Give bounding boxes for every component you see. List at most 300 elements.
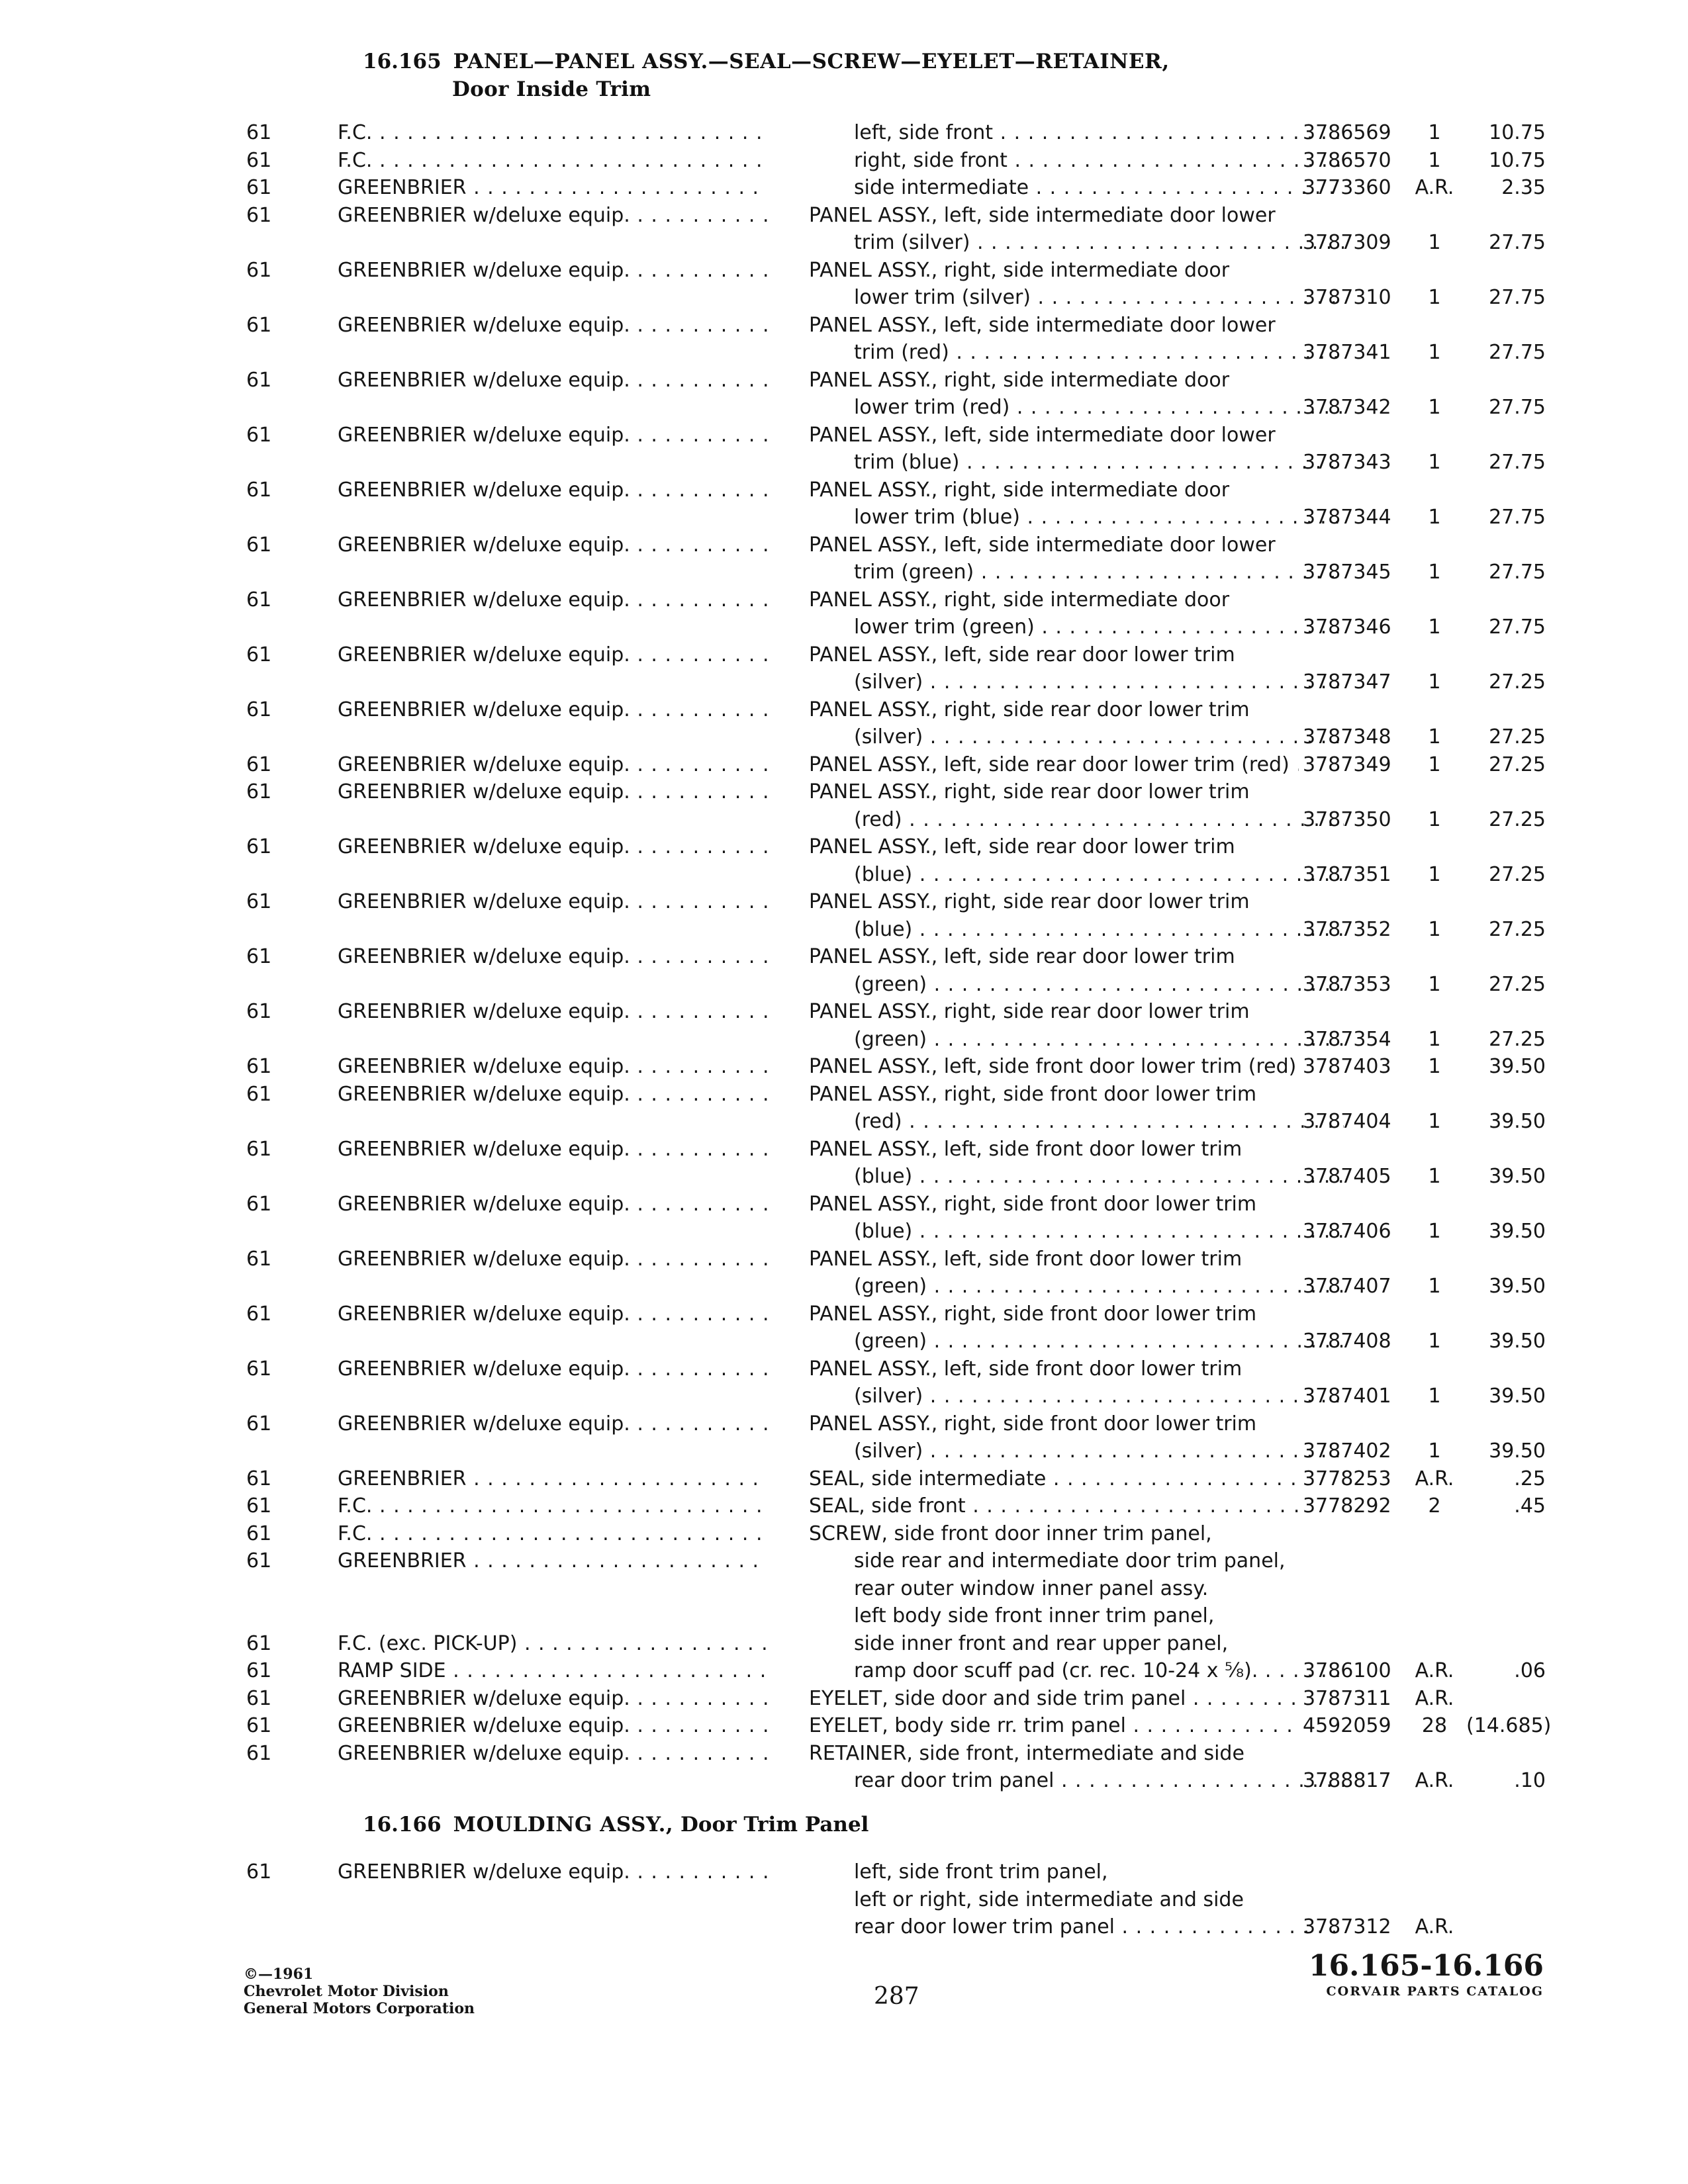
row-line xyxy=(0,1328,1688,1355)
row-line xyxy=(0,1273,1688,1300)
row-line xyxy=(0,614,1688,641)
price-cell: 27.25 xyxy=(1489,725,1546,749)
part-number-cell: 3786569 xyxy=(1303,121,1391,144)
quantity-cell: 1 xyxy=(1428,670,1441,694)
quantity-cell: 1 xyxy=(1428,1439,1441,1463)
quantity-cell: A.R. xyxy=(1415,1467,1454,1490)
year-cell: 61 xyxy=(246,1714,272,1737)
table-row xyxy=(0,1685,1688,1713)
model-cell: GREENBRIER w/deluxe equip. . . . xyxy=(338,477,768,504)
price-cell: 27.75 xyxy=(1489,561,1546,584)
table-row xyxy=(0,147,1688,175)
quantity-cell: 1 xyxy=(1428,506,1441,529)
part-number-cell: 3787349 xyxy=(1303,752,1391,776)
year-cell: 61 xyxy=(246,1302,272,1326)
table-row xyxy=(0,1410,1688,1465)
description-cell: PANEL ASSY., left, side front door lower trim (red) . . . xyxy=(809,1053,1299,1081)
price-cell: 39.50 xyxy=(1489,1275,1546,1298)
part-number-cell: 3788817 xyxy=(1303,1769,1391,1792)
table-row xyxy=(0,1136,1688,1191)
table-row xyxy=(0,1630,1688,1658)
row-line xyxy=(0,1246,1688,1273)
part-number-cell: 4592059 xyxy=(1303,1714,1391,1737)
part-number-cell: 3787404 xyxy=(1303,1110,1391,1133)
part-number-cell: 3787311 xyxy=(1303,1686,1391,1710)
description-cell: (green) . . . xyxy=(854,1328,1344,1355)
description-cell: rear outer window inner panel assy. xyxy=(854,1576,1209,1600)
model-cell: GREENBRIER w/deluxe equip. . . . xyxy=(338,312,768,340)
table-row xyxy=(0,257,1688,312)
part-number-cell: 3787406 xyxy=(1303,1220,1391,1243)
year-cell: 61 xyxy=(246,945,272,968)
table-row xyxy=(0,696,1688,751)
description-cell: PANEL ASSY., right, side front door lower trim xyxy=(809,1302,1257,1326)
part-number-cell: 3787408 xyxy=(1303,1330,1391,1353)
year-cell: 61 xyxy=(246,203,272,227)
row-line xyxy=(0,229,1688,257)
description-cell: left or right, side intermediate and side xyxy=(854,1888,1244,1911)
footer-section-label xyxy=(1309,1948,1544,1999)
model-cell: RAMP SIDE . . . xyxy=(338,1657,768,1685)
model-cell: GREENBRIER . . . xyxy=(338,1465,768,1493)
price-cell: 27.75 xyxy=(1489,286,1546,309)
row-line xyxy=(0,586,1688,614)
table-row xyxy=(0,1300,1688,1355)
section-header-16-165 xyxy=(363,48,1170,103)
part-number-cell: 3787351 xyxy=(1303,862,1391,886)
price-cell: 27.75 xyxy=(1489,451,1546,474)
description-cell: PANEL ASSY., left, side intermediate door lower xyxy=(809,423,1276,447)
description-cell: (red) . . . xyxy=(854,806,1344,834)
part-number-cell: 3787407 xyxy=(1303,1275,1391,1298)
quantity-cell: 1 xyxy=(1428,286,1441,309)
row-line xyxy=(0,1355,1688,1383)
model-cell: GREENBRIER w/deluxe equip. . . . xyxy=(338,833,768,861)
parts-table-16-165 xyxy=(0,119,1688,1795)
year-cell: 61 xyxy=(246,1659,272,1682)
row-line xyxy=(0,806,1688,834)
row-line xyxy=(0,833,1688,861)
price-cell: 39.50 xyxy=(1489,1330,1546,1353)
section-header-16-166 xyxy=(363,1811,868,1839)
quantity-cell: 1 xyxy=(1428,231,1441,254)
row-line xyxy=(0,202,1688,230)
row-line xyxy=(0,1191,1688,1218)
table-row xyxy=(0,1246,1688,1300)
part-number-cell: 3787353 xyxy=(1303,972,1391,996)
quantity-cell: 1 xyxy=(1428,121,1441,144)
description-cell: PANEL ASSY., left, side intermediate door lower xyxy=(809,313,1276,337)
description-cell: PANEL ASSY., right, side intermediate door xyxy=(809,588,1230,612)
year-cell: 61 xyxy=(246,121,272,144)
row-line xyxy=(0,1602,1688,1630)
quantity-cell: 1 xyxy=(1428,561,1441,584)
description-cell: rear door trim panel . . . xyxy=(854,1767,1344,1795)
table-row xyxy=(0,888,1688,943)
model-cell: F.C. . . . xyxy=(338,119,768,147)
year-cell: 61 xyxy=(246,1686,272,1710)
description-cell: side rear and intermediate door trim panel, xyxy=(854,1549,1286,1572)
price-cell: 27.75 xyxy=(1489,615,1546,639)
row-line xyxy=(0,1410,1688,1438)
row-line xyxy=(0,284,1688,312)
row-line xyxy=(0,1108,1688,1136)
quantity-cell: 1 xyxy=(1428,1220,1441,1243)
part-number-cell: 3787402 xyxy=(1303,1439,1391,1463)
row-line xyxy=(0,1300,1688,1328)
part-number-cell: 3787312 xyxy=(1303,1915,1391,1938)
row-line xyxy=(0,723,1688,751)
price-cell: 27.75 xyxy=(1489,231,1546,254)
row-line xyxy=(0,1657,1688,1685)
model-cell: GREENBRIER w/deluxe equip. . . . xyxy=(338,888,768,916)
corporation-name: General Motors Corporation xyxy=(244,2000,475,2017)
price-cell: 27.25 xyxy=(1489,862,1546,886)
year-cell: 61 xyxy=(246,890,272,913)
description-cell: (green) . . . xyxy=(854,971,1344,999)
quantity-cell: 1 xyxy=(1428,341,1441,364)
row-line xyxy=(0,1547,1688,1575)
description-cell: right, side front . . . xyxy=(854,147,1344,175)
table-row xyxy=(0,1712,1688,1740)
year-cell: 61 xyxy=(246,1522,272,1545)
year-cell: 61 xyxy=(246,1055,272,1078)
model-cell: F.C. (exc. PICK-UP) . . . xyxy=(338,1630,768,1658)
description-cell: (green) . . . xyxy=(854,1273,1344,1300)
model-cell: GREENBRIER w/deluxe equip. . . . xyxy=(338,751,768,779)
quantity-cell: A.R. xyxy=(1415,1659,1454,1682)
row-line xyxy=(0,504,1688,531)
description-cell: PANEL ASSY., left, side rear door lower trim (red) . . . xyxy=(809,751,1299,779)
section-number: 16.165 xyxy=(363,50,442,73)
model-cell: GREENBRIER . . . xyxy=(338,1547,768,1575)
description-cell: lower trim (silver) . . . xyxy=(854,284,1344,312)
quantity-cell: 1 xyxy=(1428,451,1441,474)
description-cell: PANEL ASSY., left, side front door lower trim xyxy=(809,1137,1243,1161)
model-cell: GREENBRIER w/deluxe equip. . . . xyxy=(338,998,768,1026)
price-cell: 39.50 xyxy=(1489,1055,1546,1078)
row-line xyxy=(0,367,1688,394)
row-line xyxy=(0,1492,1688,1520)
year-cell: 61 xyxy=(246,148,272,172)
row-line xyxy=(0,1081,1688,1109)
table-row xyxy=(0,119,1688,147)
model-cell: GREENBRIER w/deluxe equip. . . . xyxy=(338,1246,768,1273)
year-cell: 61 xyxy=(246,258,272,282)
description-cell: side inner front and rear upper panel, xyxy=(854,1631,1229,1655)
quantity-cell: 28 xyxy=(1421,1714,1448,1737)
year-cell: 61 xyxy=(246,1247,272,1271)
part-number-cell: 3786570 xyxy=(1303,148,1391,172)
parts-table-16-166 xyxy=(0,1858,1688,1941)
row-line xyxy=(0,1767,1688,1795)
model-cell: GREENBRIER w/deluxe equip. . . . xyxy=(338,1136,768,1163)
part-number-cell: 3787309 xyxy=(1303,231,1391,254)
part-number-cell: 3786100 xyxy=(1303,1659,1391,1682)
section-title: PANEL—PANEL ASSY.—SEAL—SCREW—EYELET—RETAINER, xyxy=(453,50,1170,73)
description-cell: EYELET, side door and side trim panel . . . xyxy=(809,1685,1299,1713)
quantity-cell: A.R. xyxy=(1415,1686,1454,1710)
price-cell: 39.50 xyxy=(1489,1439,1546,1463)
description-cell: (blue) . . . xyxy=(854,916,1344,944)
row-line xyxy=(0,1740,1688,1768)
model-cell: GREENBRIER w/deluxe equip. . . . xyxy=(338,1858,768,1886)
quantity-cell: 1 xyxy=(1428,917,1441,941)
year-cell: 61 xyxy=(246,1412,272,1435)
year-cell: 61 xyxy=(246,698,272,721)
model-cell: GREENBRIER w/deluxe equip. . . . xyxy=(338,1740,768,1768)
quantity-cell: 1 xyxy=(1428,1275,1441,1298)
table-row xyxy=(0,1465,1688,1493)
year-cell: 61 xyxy=(246,1137,272,1161)
description-cell: trim (blue) . . . xyxy=(854,449,1344,477)
part-number-cell: 3787347 xyxy=(1303,670,1391,694)
quantity-cell: 1 xyxy=(1428,1165,1441,1188)
row-line xyxy=(0,998,1688,1026)
description-cell: (green) . . . xyxy=(854,1026,1344,1054)
table-row xyxy=(0,586,1688,641)
table-row xyxy=(0,751,1688,779)
table-row xyxy=(0,477,1688,531)
description-cell: PANEL ASSY., left, side intermediate door lower xyxy=(809,533,1276,557)
description-cell: left, side front trim panel, xyxy=(854,1860,1108,1884)
part-number-cell: 3778292 xyxy=(1303,1494,1391,1518)
row-line xyxy=(0,1437,1688,1465)
row-line xyxy=(0,531,1688,559)
price-cell: 27.25 xyxy=(1489,917,1546,941)
description-cell: lower trim (green) . . . xyxy=(854,614,1344,641)
model-cell: GREENBRIER w/deluxe equip. . . . xyxy=(338,586,768,614)
model-cell: GREENBRIER w/deluxe equip. . . . xyxy=(338,696,768,724)
table-row xyxy=(0,943,1688,998)
model-cell: GREENBRIER w/deluxe equip. . . . xyxy=(338,943,768,971)
quantity-cell: 1 xyxy=(1428,752,1441,776)
row-line xyxy=(0,641,1688,669)
row-line xyxy=(0,1218,1688,1246)
description-cell: PANEL ASSY., right, side intermediate door xyxy=(809,368,1230,392)
price-cell: .45 xyxy=(1514,1494,1546,1518)
description-cell: left body side front inner trim panel, xyxy=(854,1604,1215,1627)
row-line xyxy=(0,1053,1688,1081)
table-row xyxy=(0,833,1688,888)
section-number: 16.166 xyxy=(363,1813,442,1837)
model-cell: GREENBRIER w/deluxe equip. . . . xyxy=(338,257,768,285)
part-number-cell: 3787354 xyxy=(1303,1027,1391,1051)
row-line xyxy=(0,477,1688,504)
table-row xyxy=(0,998,1688,1053)
quantity-cell: 1 xyxy=(1428,1110,1441,1133)
table-row xyxy=(0,1858,1688,1941)
year-cell: 61 xyxy=(246,835,272,858)
price-cell: 2.35 xyxy=(1501,176,1546,199)
model-cell: GREENBRIER w/deluxe equip. . . . xyxy=(338,1685,768,1713)
year-cell: 61 xyxy=(246,752,272,776)
description-cell: PANEL ASSY., left, side rear door lower trim xyxy=(809,835,1235,858)
price-cell: 39.50 xyxy=(1489,1220,1546,1243)
year-cell: 61 xyxy=(246,423,272,447)
description-cell: rear door lower trim panel . . . xyxy=(854,1913,1344,1941)
price-cell: 27.75 xyxy=(1489,506,1546,529)
quantity-cell: 1 xyxy=(1428,615,1441,639)
model-cell: GREENBRIER w/deluxe equip. . . . xyxy=(338,1355,768,1383)
description-cell: PANEL ASSY., right, side intermediate door xyxy=(809,258,1230,282)
row-line xyxy=(0,1913,1688,1941)
price-cell: 27.75 xyxy=(1489,341,1546,364)
model-cell: GREENBRIER w/deluxe equip. . . . xyxy=(338,202,768,230)
quantity-cell: 2 xyxy=(1428,1494,1441,1518)
row-line xyxy=(0,1136,1688,1163)
quantity-cell: 1 xyxy=(1428,396,1441,419)
model-cell: GREENBRIER w/deluxe equip. . . . xyxy=(338,1300,768,1328)
footer-publisher xyxy=(244,1966,475,2017)
model-cell: GREENBRIER w/deluxe equip. . . . xyxy=(338,1191,768,1218)
table-row xyxy=(0,202,1688,257)
quantity-cell: A.R. xyxy=(1415,176,1454,199)
description-cell: (silver) . . . xyxy=(854,723,1344,751)
description-cell: SEAL, side intermediate . . . xyxy=(809,1465,1299,1493)
part-number-cell: 3787343 xyxy=(1303,451,1391,474)
quantity-cell: 1 xyxy=(1428,725,1441,749)
description-cell: PANEL ASSY., left, side rear door lower trim xyxy=(809,945,1235,968)
description-cell: RETAINER, side front, intermediate and side xyxy=(809,1741,1244,1765)
year-cell: 61 xyxy=(246,313,272,337)
description-cell: (silver) . . . xyxy=(854,1383,1344,1410)
row-line xyxy=(0,751,1688,779)
row-line xyxy=(0,257,1688,285)
description-cell: PANEL ASSY., left, side front door lower trim xyxy=(809,1357,1243,1381)
description-cell: (silver) . . . xyxy=(854,1437,1344,1465)
description-cell: (blue) . . . xyxy=(854,861,1344,889)
part-number-cell: 3787405 xyxy=(1303,1165,1391,1188)
quantity-cell: 1 xyxy=(1428,1027,1441,1051)
section-title: MOULDING ASSY., xyxy=(453,1813,674,1837)
description-cell: PANEL ASSY., right, side front door lower trim xyxy=(809,1082,1257,1106)
row-line xyxy=(0,1685,1688,1713)
year-cell: 61 xyxy=(246,1860,272,1884)
quantity-cell: A.R. xyxy=(1415,1915,1454,1938)
row-line xyxy=(0,1520,1688,1548)
section-subtitle: Door Inside Trim xyxy=(452,77,651,101)
row-line xyxy=(0,1712,1688,1740)
description-cell: PANEL ASSY., right, side rear door lower trim xyxy=(809,890,1250,913)
table-row xyxy=(0,367,1688,422)
description-cell: lower trim (red) . . . xyxy=(854,394,1344,422)
row-line xyxy=(0,449,1688,477)
part-number-cell: 3787403 xyxy=(1303,1055,1391,1078)
year-cell: 61 xyxy=(246,1357,272,1381)
row-line xyxy=(0,1465,1688,1493)
price-cell: 10.75 xyxy=(1489,148,1546,172)
table-row xyxy=(0,1355,1688,1410)
description-cell: SCREW, side front door inner trim panel, xyxy=(809,1522,1212,1545)
quantity-cell: 1 xyxy=(1428,1385,1441,1408)
row-line xyxy=(0,119,1688,147)
row-line xyxy=(0,778,1688,806)
row-line xyxy=(0,559,1688,586)
description-cell: trim (silver) . . . xyxy=(854,229,1344,257)
table-row xyxy=(0,1547,1688,1630)
description-cell: PANEL ASSY., right, side intermediate door xyxy=(809,478,1230,502)
description-cell: ramp door scuff pad (cr. rec. 10-24 x ⅝). . . . xyxy=(854,1657,1344,1685)
price-cell: 10.75 xyxy=(1489,121,1546,144)
description-cell: PANEL ASSY., left, side intermediate door lower xyxy=(809,203,1276,227)
price-cell: .25 xyxy=(1514,1467,1546,1490)
part-number-cell: 3787345 xyxy=(1303,561,1391,584)
description-cell: PANEL ASSY., right, side front door lower trim xyxy=(809,1192,1257,1216)
part-number-cell: 3787342 xyxy=(1303,396,1391,419)
year-cell: 61 xyxy=(246,176,272,199)
description-cell: trim (green) . . . xyxy=(854,559,1344,586)
quantity-cell: A.R. xyxy=(1415,1769,1454,1792)
price-cell: .06 xyxy=(1514,1659,1546,1682)
model-cell: F.C. . . . xyxy=(338,1520,768,1548)
price-cell: 27.25 xyxy=(1489,670,1546,694)
row-line xyxy=(0,1575,1688,1603)
price-cell: 39.50 xyxy=(1489,1165,1546,1188)
part-number-cell: 3778253 xyxy=(1303,1467,1391,1490)
section-range: 16.165-16.166 xyxy=(1308,1949,1544,1983)
year-cell: 61 xyxy=(246,1549,272,1572)
row-line xyxy=(0,1383,1688,1410)
year-cell: 61 xyxy=(246,533,272,557)
row-line xyxy=(0,916,1688,944)
description-cell: (silver) . . . xyxy=(854,668,1344,696)
table-row xyxy=(0,1191,1688,1246)
price-cell: 27.25 xyxy=(1489,807,1546,831)
part-number-cell: 3787346 xyxy=(1303,615,1391,639)
part-number-cell: 3787341 xyxy=(1303,341,1391,364)
part-number-cell: 3787401 xyxy=(1303,1385,1391,1408)
row-line xyxy=(0,1026,1688,1054)
year-cell: 61 xyxy=(246,1082,272,1106)
row-line xyxy=(0,312,1688,340)
model-cell: GREENBRIER w/deluxe equip. . . . xyxy=(338,1053,768,1081)
table-row xyxy=(0,1081,1688,1136)
row-line xyxy=(0,147,1688,175)
table-row xyxy=(0,1657,1688,1685)
quantity-cell: 1 xyxy=(1428,148,1441,172)
year-cell: 61 xyxy=(246,478,272,502)
table-row xyxy=(0,1740,1688,1795)
table-row xyxy=(0,1520,1688,1548)
quantity-cell: 1 xyxy=(1428,1330,1441,1353)
section-subtitle: Door Trim Panel xyxy=(680,1813,869,1837)
description-cell: lower trim (blue) . . . xyxy=(854,504,1344,531)
part-number-cell: 3773360 xyxy=(1303,176,1391,199)
quantity-cell: 1 xyxy=(1428,1055,1441,1078)
row-line xyxy=(0,971,1688,999)
price-cell: 27.25 xyxy=(1489,1027,1546,1051)
quantity-cell: 1 xyxy=(1428,807,1441,831)
row-line xyxy=(0,943,1688,971)
row-line xyxy=(0,339,1688,367)
year-cell: 61 xyxy=(246,1741,272,1765)
table-row xyxy=(0,1053,1688,1081)
model-cell: F.C. . . . xyxy=(338,147,768,175)
table-row xyxy=(0,531,1688,586)
description-cell: (blue) . . . xyxy=(854,1163,1344,1191)
part-number-cell: 3787350 xyxy=(1303,807,1391,831)
row-line xyxy=(0,861,1688,889)
description-cell: (red) . . . xyxy=(854,1108,1344,1136)
row-line xyxy=(0,1630,1688,1658)
description-cell: PANEL ASSY., right, side rear door lower trim xyxy=(809,780,1250,803)
table-row xyxy=(0,778,1688,833)
year-cell: 61 xyxy=(246,1631,272,1655)
model-cell: GREENBRIER w/deluxe equip. . . . xyxy=(338,531,768,559)
catalog-name: CORVAIR PARTS CATALOG xyxy=(1326,1984,1544,1999)
part-number-cell: 3787344 xyxy=(1303,506,1391,529)
